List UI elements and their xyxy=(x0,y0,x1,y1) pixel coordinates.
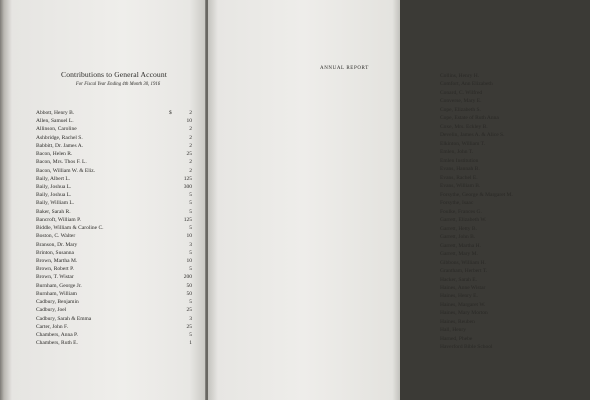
contributor-name: Hall, Henry xyxy=(440,327,466,334)
contributor-name: Haines, Anne Wistar xyxy=(440,285,486,291)
contributor-name: Baily, Albert L. xyxy=(36,175,71,182)
contributor-row xyxy=(440,225,590,233)
contribution-row xyxy=(36,150,192,158)
amount-cell xyxy=(164,290,192,298)
contribution-amount: 2 xyxy=(189,134,192,141)
right-page xyxy=(208,0,513,400)
contribution-row xyxy=(36,199,192,207)
contributor-row xyxy=(440,131,590,139)
contributor-name: Develin, James A. & Alice S. xyxy=(440,132,505,139)
contributor-name: Garrett, Martha H. xyxy=(440,242,481,249)
contribution-row xyxy=(36,142,192,150)
contributor-name: Boston, C. Walter xyxy=(36,233,76,240)
contributor-name: Bacon, Mrs. Thos F. L. xyxy=(36,159,87,166)
contributor-name: Cadbury, Sarah & Emma xyxy=(36,315,92,322)
contribution-row xyxy=(36,339,192,347)
contribution-amount: 2 xyxy=(189,142,192,149)
contributor-row xyxy=(440,335,590,343)
contributor-name: Brown, T. Wistar xyxy=(36,274,74,281)
contribution-amount: 50 xyxy=(186,290,192,297)
contributor-row xyxy=(440,182,590,190)
contributor-name: Grantham, Herbert T. xyxy=(440,268,488,275)
amount-cell xyxy=(164,224,192,232)
contributor-row xyxy=(440,242,590,250)
contribution-row xyxy=(36,158,192,166)
contributor-name: Bancroft, William P. xyxy=(36,216,81,223)
amount-cell xyxy=(164,216,192,224)
contribution-row xyxy=(36,216,192,224)
contribution-amount: 3 xyxy=(189,241,192,248)
contribution-row xyxy=(36,183,192,191)
contribution-row xyxy=(36,315,192,323)
contributor-name: Haverford Bible School xyxy=(440,344,493,351)
contribution-amount: 5 xyxy=(189,331,192,338)
amount-cell xyxy=(164,125,192,133)
amount-cell xyxy=(164,208,192,216)
contributor-name: Burnham, William xyxy=(36,290,77,297)
contributor-name: Brown, Robert P. xyxy=(36,266,74,273)
contributor-name: Haines, Reuben xyxy=(440,318,475,325)
contribution-amount: 5 xyxy=(189,266,192,273)
contribution-amount: 300 xyxy=(183,183,192,190)
contributor-name: Converse, Mary E. xyxy=(440,98,482,105)
contributor-row xyxy=(440,106,590,114)
contributor-name: Babbitt, Dr. James A. xyxy=(36,142,84,149)
page-subtitle: For Fiscal Year Ending 4th Month 30, 1916 xyxy=(75,82,161,87)
contribution-amount: 10 xyxy=(186,233,192,240)
contribution-row xyxy=(36,282,192,290)
contribution-amount: 2 xyxy=(189,126,192,133)
contributor-name: Garrett, Elizabeth W. xyxy=(440,217,487,224)
contribution-row xyxy=(36,125,192,133)
contribution-row xyxy=(36,167,192,175)
contributor-name: Garrett, Hetty B. xyxy=(440,225,477,232)
contributor-row xyxy=(440,326,590,334)
amount-cell xyxy=(164,257,192,265)
contributor-row xyxy=(440,259,590,267)
contribution-amount: 5 xyxy=(189,192,192,199)
contributor-row xyxy=(440,292,590,300)
contribution-amount: 5 xyxy=(189,225,192,232)
currency-symbol: $ xyxy=(169,110,172,116)
contributor-row xyxy=(440,123,590,131)
contributor-name: Haines, Mary Morton xyxy=(440,310,488,317)
contributor-name: Chambers, Ruth E. xyxy=(36,340,78,347)
contribution-row xyxy=(36,249,192,257)
contribution-amount: 125 xyxy=(183,216,192,223)
contributor-name: Chambers, Anna P. xyxy=(36,331,78,338)
contribution-row xyxy=(36,191,192,199)
amount-cell xyxy=(164,306,192,314)
contribution-row xyxy=(36,175,192,183)
amount-cell xyxy=(164,134,192,142)
page-title: Contributions to General Account xyxy=(61,70,167,79)
contribution-amount: 25 xyxy=(186,323,192,330)
amount-cell xyxy=(164,249,192,257)
contributor-name: Burnham, George Jr. xyxy=(36,282,82,289)
contribution-amount: 1 xyxy=(189,340,192,347)
contributor-name: Baily, Joshua L. xyxy=(36,183,72,190)
contribution-row xyxy=(36,208,192,216)
contributor-name: Haines, Henry E. xyxy=(440,293,478,300)
contributor-name: Biddle, William & Caroline C. xyxy=(36,225,104,232)
contributor-row xyxy=(440,191,590,199)
contributor-row xyxy=(440,174,590,182)
contributor-name: Harned, Phebe xyxy=(440,335,473,342)
contributor-name: Garrett, John B. xyxy=(440,234,476,241)
contributor-name: Collins, Henry H. xyxy=(440,73,480,79)
contributor-name: Haines, Margaret W. xyxy=(440,301,486,308)
contributor-name: Baily, William L. xyxy=(36,200,75,207)
contributor-row xyxy=(440,114,590,122)
contributor-name: Baker, Sarah R. xyxy=(36,208,71,215)
contribution-amount: 2 xyxy=(189,110,192,116)
amount-cell xyxy=(164,117,192,125)
contributor-row xyxy=(440,267,590,275)
contributor-name: Cadbury, Joel xyxy=(36,307,67,314)
amount-cell xyxy=(164,339,192,347)
left-page xyxy=(0,0,206,400)
contributor-row xyxy=(440,148,590,156)
contribution-amount: 200 xyxy=(183,274,192,281)
contributor-name: Allinson, Caroline xyxy=(36,126,77,133)
amount-cell xyxy=(164,232,192,240)
contribution-amount: 5 xyxy=(189,249,192,256)
contribution-row xyxy=(36,241,192,249)
contribution-amount: 5 xyxy=(189,208,192,215)
contributor-row xyxy=(440,72,590,80)
contribution-amount: 25 xyxy=(186,151,192,158)
contributor-row xyxy=(440,276,590,284)
amount-cell xyxy=(164,315,192,323)
contributor-row xyxy=(440,318,590,326)
contribution-amount: 5 xyxy=(189,299,192,306)
amount-cell xyxy=(164,323,192,331)
contributor-name: Forsythe, Isaac xyxy=(440,200,474,207)
contributor-name: Evans, Hannah B. xyxy=(440,166,480,173)
amount-cell xyxy=(164,158,192,166)
contribution-row xyxy=(36,273,192,281)
contributor-row xyxy=(440,343,590,351)
contributor-name: Gibbons, William H. xyxy=(440,259,486,266)
contributor-name: Coxe, Mrs. Eckley B. xyxy=(440,123,488,130)
amount-cell xyxy=(164,142,192,150)
contribution-amount: 5 xyxy=(189,200,192,207)
contribution-amount: 10 xyxy=(186,257,192,264)
contributor-row xyxy=(440,157,590,165)
amount-cell xyxy=(164,282,192,290)
contributor-name: Cope, Estate of Ruth Anna xyxy=(440,115,499,122)
contributor-row xyxy=(440,284,590,292)
contributor-row xyxy=(440,89,590,97)
contributor-name: Cope, Elizabeth S. xyxy=(440,106,481,113)
amount-cell xyxy=(164,273,192,281)
contributor-name: Bacon, William W. & Eliz. xyxy=(36,167,96,174)
contributor-row xyxy=(440,199,590,207)
contributor-row xyxy=(440,165,590,173)
contribution-row xyxy=(36,323,192,331)
contribution-row xyxy=(36,224,192,232)
contribution-amount: 10 xyxy=(186,118,192,125)
contributor-name: Evans, William B. xyxy=(440,183,481,190)
amount-cell xyxy=(164,183,192,191)
amount-cell xyxy=(164,241,192,249)
contributor-name: Bacon, Helen R. xyxy=(36,151,73,158)
contributor-name: Cadbury, Benjamin xyxy=(36,299,79,306)
contribution-row xyxy=(36,290,192,298)
contributor-name: Brinton, Susanna xyxy=(36,249,74,256)
contributor-name: Emlen Institution xyxy=(440,157,479,164)
contribution-row xyxy=(36,257,192,265)
contribution-row xyxy=(36,117,192,125)
contribution-amount: 125 xyxy=(183,175,192,182)
amount-cell xyxy=(164,298,192,306)
contribution-amount: 50 xyxy=(186,282,192,289)
contributor-name: Garrett, Mary M. xyxy=(440,251,478,258)
contribution-row xyxy=(36,134,192,142)
contributor-name: Branson, Dr. Mary xyxy=(36,241,78,248)
contributor-row xyxy=(440,97,590,105)
amount-cell xyxy=(164,167,192,175)
contributor-row xyxy=(440,208,590,216)
contributor-name: Emlen, John T. xyxy=(440,149,474,156)
contribution-amount: 3 xyxy=(189,315,192,322)
contributor-row xyxy=(440,309,590,317)
contribution-row xyxy=(36,306,192,314)
amount-cell xyxy=(164,331,192,339)
contributor-row xyxy=(440,140,590,148)
contributor-name: Comfort, Ann Elizabeth xyxy=(440,81,493,88)
contributor-row xyxy=(440,301,590,309)
contributor-name: Carter, John F. xyxy=(36,323,69,330)
contributor-name: Conard, C. Wilfred xyxy=(440,89,483,96)
contribution-amount: 25 xyxy=(186,307,192,314)
contribution-row xyxy=(36,298,192,306)
contribution-amount: 2 xyxy=(189,167,192,174)
contributor-name: Brown, Martha M. xyxy=(36,257,78,264)
contributor-name: Foulke, Frances G. xyxy=(440,208,482,215)
contributor-name: Allen, Samuel L. xyxy=(36,118,74,125)
amount-cell xyxy=(164,150,192,158)
contributor-name: Baily, Joshua L. xyxy=(36,192,72,199)
contribution-row xyxy=(36,232,192,240)
contributor-row xyxy=(440,233,590,241)
contributor-name: Forsythe, George & Margaret M. xyxy=(440,191,513,198)
contributor-name: Hacker, Sarah E. xyxy=(440,276,478,283)
contribution-row xyxy=(36,109,192,117)
contributor-row xyxy=(440,216,590,224)
amount-cell xyxy=(164,191,192,199)
contributor-name: Evans, Rachel E. xyxy=(440,174,478,181)
amount-cell xyxy=(164,109,192,117)
contribution-row xyxy=(36,331,192,339)
amount-cell xyxy=(164,175,192,183)
contributor-name: Abbott, Henry B. xyxy=(36,110,75,116)
contributor-name: Ashbridge, Rachel S. xyxy=(36,134,83,141)
contribution-row xyxy=(36,265,192,273)
contribution-amount: 2 xyxy=(189,159,192,166)
contributor-row xyxy=(440,250,590,258)
contributor-row xyxy=(440,80,590,88)
contributor-name: Elkinton, William T. xyxy=(440,140,485,147)
amount-cell xyxy=(164,199,192,207)
running-head: ANNUAL REPORT xyxy=(320,66,369,71)
amount-cell xyxy=(164,265,192,273)
